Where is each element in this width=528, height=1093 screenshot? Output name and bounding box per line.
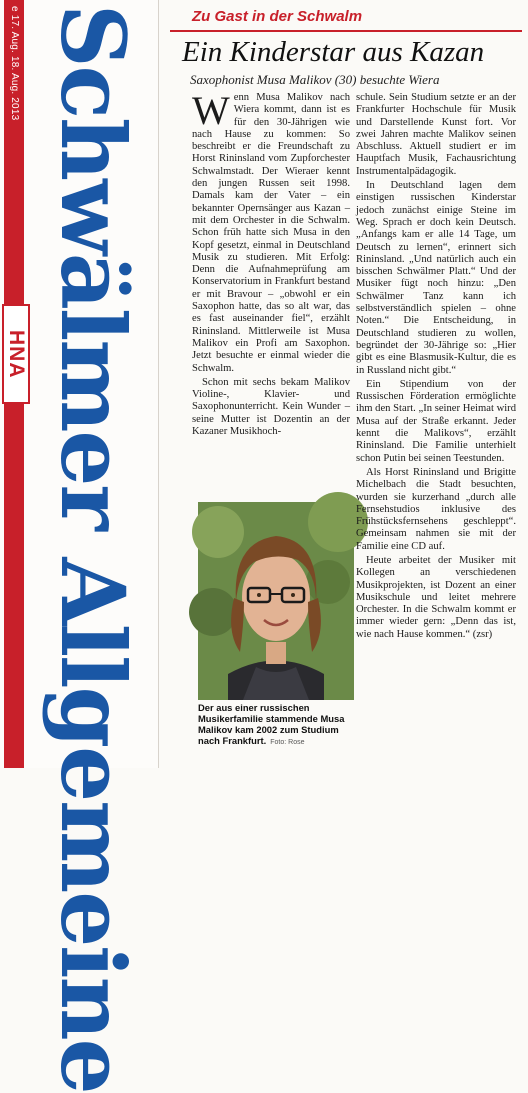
article-paragraph: Als Horst Rininsland und Brigitte Michelbach die Stadt besuchten, wurden sie kurzerhand „durch alle Fernsehstudios inklusive des Frühstücksfernsehens geschleppt“. Gemeinsam nahmen sie mit der Familie eine CD auf. [356, 466, 516, 552]
masthead [0, 0, 159, 1093]
article-paragraph: In Deutschland lagen dem einstigen russischen Kinderstar jedoch zunächst einige Steine im Weg. Sprach er doch kein Deutsch. „Anfangs kam er alle 14 Tage, um Deutsch zu lernen“, erinnert sich Rininsland. „Und natürlich auch ein bisschen Schwälmer Platt.“ Und der Musiker fügt noch hinzu: „Den Schwälmer Tanz kann ich selbstverständlich spielen – ohne Noten.“ Die Entscheidung, in Deutschland studieren zu wollen, begründet der 30-Jährige so: „Hier gibt es eine Blasmusik-Kultur, die es in Russland nicht gibt.“ [356, 180, 516, 376]
article-paragraph [192, 88, 350, 375]
hna-logo-text: HNA [5, 329, 28, 379]
article-paragraph: Schon mit sechs bekam Malikov Violine-, Klavier- und Saxophonunterricht. Kein Wunder – seine Mutter ist Dozentin an der Kazaner Musikhoch- [192, 376, 350, 438]
article-paragraph: Heute arbeitet der Musiker mit Kollegen an verschiedenen Musikprojekten, ist Dozent an einer Musikschule und leitet mehrere Orchester. In die Schwalm kommt er immer wieder gern: „Denn das ist, wie nach Hause kommen.“ (zsr) [356, 554, 516, 640]
musician-photo [198, 502, 354, 700]
newspaper-title: Schwälmer Allgemeine [41, 4, 145, 1093]
section-kicker: Zu Gast in der Schwalm [192, 8, 363, 25]
article-headline: Ein Kinderstar aus Kazan [182, 36, 485, 68]
article [170, 0, 522, 768]
article-column-left [192, 88, 350, 438]
article-paragraph: schule. Sein Studium setzte er an der Frankfurter Hochschule für Musik und Darstellende Kunst fort. Vor zwei Jahren machte Malikov seinen Abschluss. Aktuell studiert er im Hauptfach Musik, Fachausrichtung Instrumentalpädagogik. [356, 92, 516, 177]
article-subheadline: Saxophonist Musa Malikov (30) besuchte Wiera [190, 72, 440, 87]
hna-logo-badge [2, 304, 30, 404]
article-paragraph: Ein Stipendium von der Russischen Förderation ermöglichte ihm den Start. „In seiner Heimat wird Musa auf der Straße erkannt. Jeder kennt die Malikovs“, erzählt Rininsland. Die Familie unterhielt schon Putin bei seinen Teestunden. [356, 378, 516, 464]
issue-date: e 17. Aug. 18. Aug. 2013 [9, 6, 20, 121]
portrait-illustration [198, 502, 354, 700]
article-column-right [356, 92, 516, 762]
photo-credit: Foto: Rose [270, 739, 305, 746]
caption-text: Der aus einer russischen Musikerfamilie stammende Musa Malikov kam 2002 zum Studium nach Frankfurt. [198, 702, 345, 746]
kicker-divider [170, 30, 522, 32]
photo-caption [198, 702, 354, 748]
drop-cap: W [192, 88, 230, 133]
paragraph-text: enn Musa Malikov nach Wiera kommt, dann ist es für den 30-Jährigen wie nach Hause zu kommen: So beschreibt er die Freundschaft zu Horst Rininsland vom Zupforchester Schwalmstadt. Der Wieraer kennt den jungen Russen seit 1998. Damals kam der Vater – ein bekannter Opernsänger aus Kazan – mit dem Orchester in die Schwalm. Schon früh hatte sich Musa in den Kopf gesetzt, einmal in Deutschland Musik zu studieren. Mit Erfolg: Denn die Aufnahmeprüfung am Konservatorium in Frankfurt bestand er mit Bravour – „obwohl er ein Saxophon hatte, das so alt war, das es fast auseinander fiel“, erzählt Rininsland. Mittlerweile ist Musa Malikov ein Profi am Saxophon. Jetzt besuchte er einmal wieder die Schwalm. [192, 92, 350, 374]
